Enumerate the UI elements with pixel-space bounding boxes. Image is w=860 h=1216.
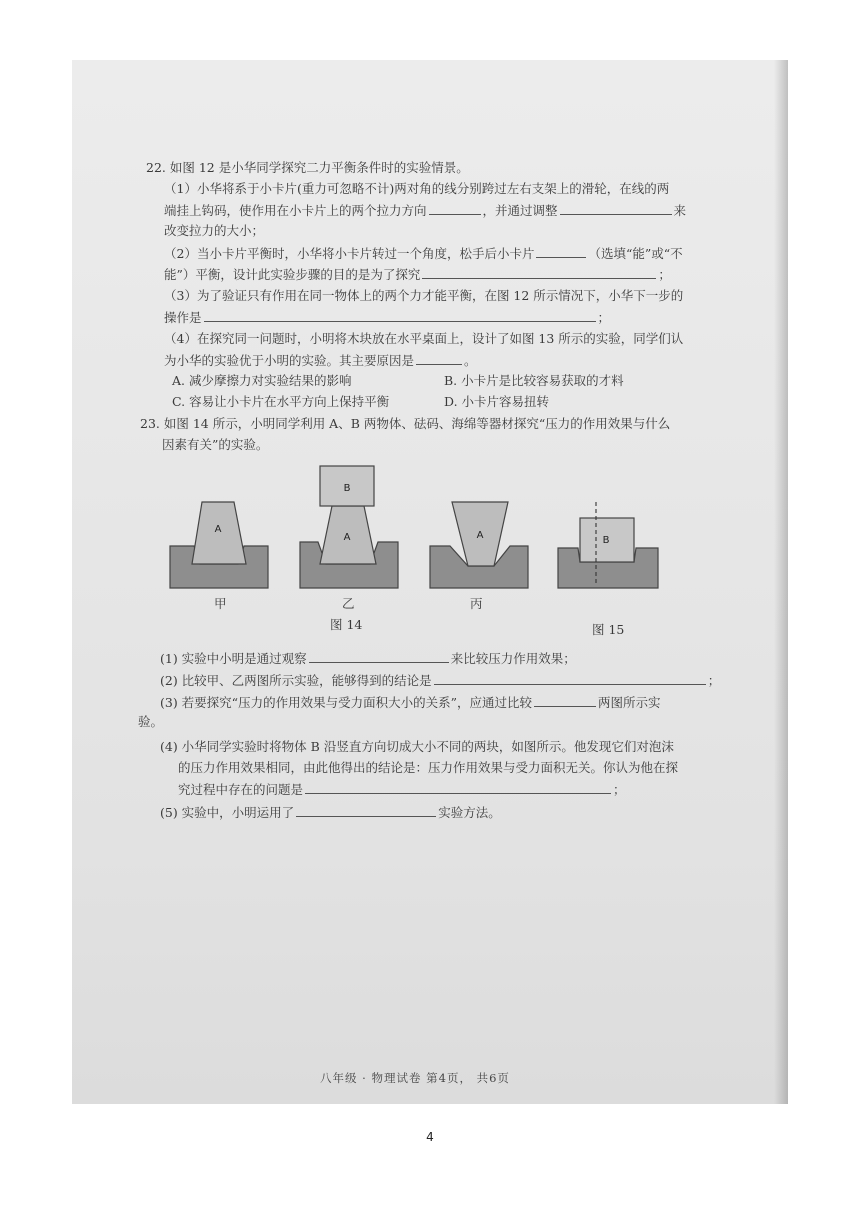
q22-part2-line1: （2）当小卡片平衡时，小华将小卡片转过一个角度，松手后小卡片 （选填“能”或“不: [164, 246, 683, 261]
answer-blank[interactable]: [416, 352, 462, 365]
q22-part1-line1: （1）小华将系于小卡片(重力可忽略不计)两对角的线分别跨过左右支架上的滑轮，在线的两: [164, 181, 670, 196]
q22-part1-line2: 端挂上钩码，使作用在小卡片上的两个拉力方向 ，并通过调整 来: [164, 203, 687, 218]
block-a-label: A: [214, 524, 222, 535]
svg-text:A: A: [343, 532, 351, 543]
figure-14-caption: 图 14: [330, 617, 363, 632]
figure-14-yi: [298, 464, 400, 590]
q22-option-c: C. 容易让小卡片在水平方向上保持平衡: [172, 394, 390, 409]
q22-part1-line3: 改变拉力的大小；: [164, 223, 265, 238]
answer-blank[interactable]: [305, 781, 611, 794]
q23-part2: (2) 比较甲、乙两图所示实验，能够得到的结论是 ；: [160, 673, 721, 688]
svg-text:B: B: [602, 535, 610, 546]
caption-jia: 甲: [214, 596, 227, 611]
answer-blank[interactable]: [204, 309, 596, 322]
answer-blank[interactable]: [534, 694, 596, 707]
q23-part4-line2: 的压力作用效果相同，由此他得出的结论是：压力作用效果与受力面积无关。你认为他在探: [178, 760, 679, 775]
q22-part2-line2: 能”）平衡，设计此实验步骤的目的是为了探究 ；: [164, 267, 671, 282]
q23-title-line2: 因素有关”的实验。: [162, 437, 269, 452]
q23-part4-line3: 究过程中存在的问题是 ；: [178, 782, 626, 797]
q22-option-a: A. 减少摩擦力对实验结果的影响: [172, 373, 352, 388]
figure-14-bing: [428, 500, 532, 590]
q22-part3-line1: （3）为了验证只有作用在同一物体上的两个力才能平衡，在图 12 所示情况下，小华下一步的: [164, 288, 684, 303]
svg-text:A: A: [476, 530, 484, 541]
caption-bing: 丙: [470, 596, 483, 611]
q22-option-d: D. 小卡片容易扭转: [444, 394, 550, 409]
q23-title-line1: 23. 如图 14 所示，小明同学利用 A、B 两物体、砝码、海绵等器材探究“压力的作用效果与什么: [140, 416, 671, 431]
q23-part3-line1: (3) 若要探究“压力的作用效果与受力面积大小的关系”，应通过比较 两图所示实: [160, 695, 661, 710]
q23-part3-line2: 验。: [138, 714, 164, 729]
q22-part3-line2: 操作是 ；: [164, 310, 611, 325]
answer-blank[interactable]: [422, 266, 656, 279]
q22-title: 22. 如图 12 是小华同学探究二力平衡条件时的实验情景。: [146, 160, 469, 175]
answer-blank[interactable]: [560, 202, 672, 215]
answer-blank[interactable]: [429, 202, 481, 215]
q23-part5: (5) 实验中，小明运用了 实验方法。: [160, 805, 501, 820]
exam-page-photo: [72, 60, 788, 1104]
page-footer: 八年级 · 物理试卷 第4页， 共6页: [320, 1071, 510, 1085]
figure-15-caption: 图 15: [592, 622, 625, 637]
figure-14-jia: [168, 488, 272, 590]
q23-part4-line1: (4) 小华同学实验时将物体 B 沿竖直方向切成大小不同的两块，如图所示。他发现它们对泡沫: [160, 739, 674, 754]
answer-blank[interactable]: [536, 245, 586, 258]
answer-blank[interactable]: [296, 804, 436, 817]
page-number: 4: [426, 1130, 434, 1144]
caption-yi: 乙: [342, 596, 355, 611]
answer-blank[interactable]: [309, 650, 449, 663]
figure-15: [556, 500, 662, 590]
answer-blank[interactable]: [434, 672, 706, 685]
q22-part4-line1: （4）在探究同一问题时，小明将木块放在水平桌面上，设计了如图 13 所示的实验，同学们认: [164, 331, 684, 346]
q22-option-b: B. 小卡片是比较容易获取的才料: [444, 373, 624, 388]
svg-text:B: B: [343, 483, 351, 494]
q23-part1: (1) 实验中小明是通过观察 来比较压力作用效果；: [160, 651, 576, 666]
q22-part4-line2: 为小华的实验优于小明的实验。其主要原因是 。: [164, 353, 477, 368]
